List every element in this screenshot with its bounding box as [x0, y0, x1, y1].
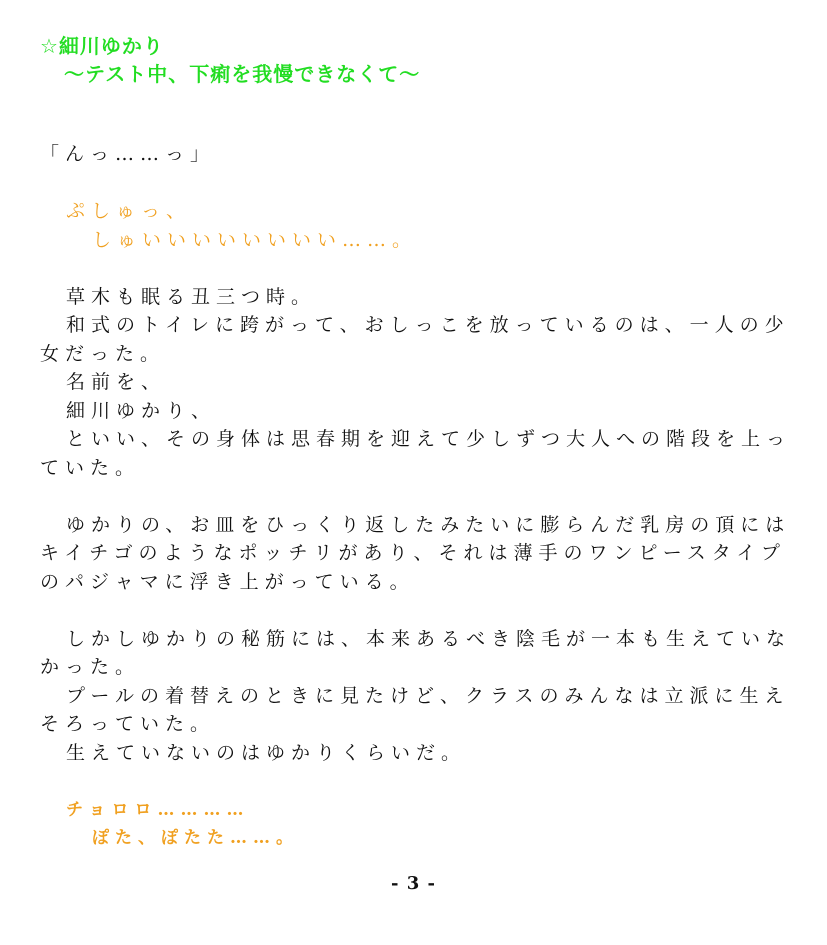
- sound-effect-line: チョロロ…………: [66, 799, 250, 820]
- paragraph-line: ゆかりの、お皿をひっくり返したみたいに膨らんだ乳房の頂には: [66, 513, 791, 536]
- sound-effect-line: ぷしゅっ、: [66, 200, 192, 222]
- page-number: - 3 -: [391, 873, 436, 894]
- blank-line: [40, 169, 800, 198]
- paragraph-line: 女だった。: [40, 342, 166, 365]
- paragraph-line: 和式のトイレに跨がって、おしっこを放っているのは、一人の少: [66, 314, 790, 336]
- paragraph-line: そろっていた。: [40, 713, 216, 735]
- paragraph-line: のパジャマに浮き上がっている。: [40, 570, 415, 593]
- chapter-heading: [40, 32, 420, 88]
- chapter-title: ☆細川ゆかり: [40, 34, 164, 58]
- paragraph-line: といい、その身体は思春期を迎えて少しずつ大人への階段を上っ: [66, 428, 792, 450]
- blank-line: [40, 596, 800, 625]
- paragraph-line: 生えていないのはゆかりくらいだ。: [66, 741, 467, 764]
- sound-effect-line: ぽた、ぽたた……。: [92, 828, 299, 848]
- paragraph-line: ていた。: [40, 456, 141, 479]
- paragraph-line: プールの着替えのときに見たけど、クラスのみんなは立派に生え: [66, 684, 790, 707]
- paragraph-line: 草木も眠る丑三つ時。: [66, 285, 317, 308]
- paragraph-line: 名前を、: [66, 371, 167, 393]
- blank-line: [40, 254, 800, 283]
- blank-line: [40, 767, 800, 796]
- sound-effect-line: しゅいいいいいいいい……。: [92, 228, 418, 251]
- story-body: [40, 140, 800, 853]
- paragraph-line: しかしゆかりの秘筋には、本来あるべき陰毛が一本も生えていな: [66, 627, 792, 650]
- blank-line: [40, 482, 800, 511]
- paragraph-line: 細川ゆかり、: [66, 399, 217, 422]
- dialogue-line: 「んっ……っ」: [40, 143, 216, 165]
- paragraph-line: かった。: [40, 656, 141, 678]
- chapter-subtitle: 〜テスト中、下痢を我慢できなくて〜: [64, 62, 421, 86]
- paragraph-line: キイチゴのようなポッチリがあり、それは薄手のワンピースタイプ: [40, 542, 786, 564]
